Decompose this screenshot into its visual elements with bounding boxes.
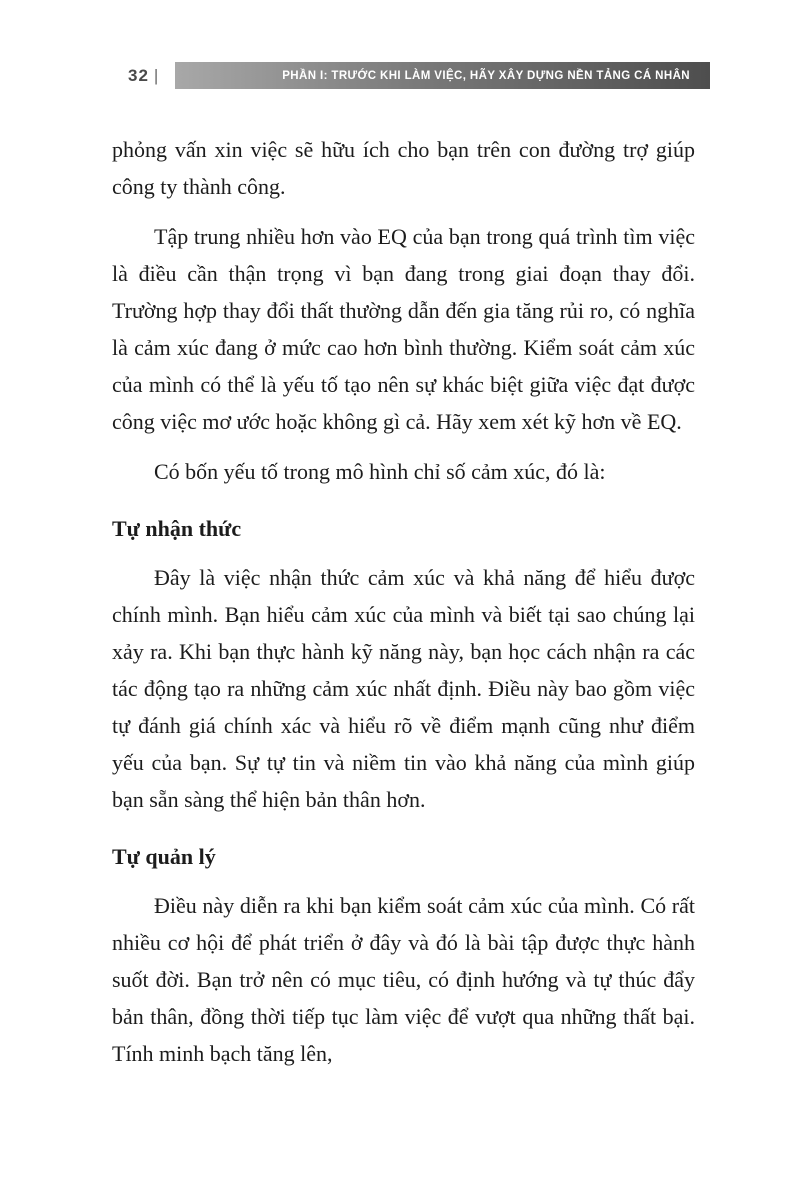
- paragraph: Đây là việc nhận thức cảm xúc và khả năng để hiểu được chính mình. Bạn hiểu cảm xúc của mình và biết tại sao chúng lại xảy ra. Khi bạn thực hành kỹ năng này, bạn học cách nhận ra các tác động tạo ra những cảm xúc nhất định. Điều này bao gồm việc tự đánh giá chính xác và hiểu rõ về điểm mạnh cũng như điểm yếu của bạn. Sự tự tin và niềm tin vào khả năng của mình giúp bạn sẵn sàng thể hiện bản thân hơn.: [112, 565, 695, 812]
- page-number-separator: |: [153, 65, 160, 85]
- section-heading-self-management: Tự quản lý: [112, 844, 216, 869]
- paragraph: Điều này diễn ra khi bạn kiểm soát cảm xúc của mình. Có rất nhiều cơ hội để phát triển ở đây và đó là bài tập được thực hành suốt đời. Bạn trở nên có mục tiêu, có định hướng và tự thúc đẩy bản thân, đồng thời tiếp tục làm việc để vượt qua những thất bại. Tính minh bạch tăng lên,: [112, 893, 695, 1066]
- page-content: [112, 131, 695, 1072]
- chapter-title: PHẦN I: TRƯỚC KHI LÀM VIỆC, HÃY XÂY DỰNG NỀN TẢNG CÁ NHÂN: [282, 69, 690, 82]
- section-heading-self-awareness: Tự nhận thức: [112, 516, 242, 541]
- paragraph: Tập trung nhiều hơn vào EQ của bạn trong quá trình tìm việc là điều cần thận trọng vì bạn đang trong giai đoạn thay đổi. Trường hợp thay đổi thất thường dẫn đến gia tăng rủi ro, có nghĩa là cảm xúc đang ở mức cao hơn bình thường. Kiểm soát cảm xúc của mình có thể là yếu tố tạo nên sự khác biệt giữa việc đạt được công việc mơ ước hoặc không gì cả. Hãy xem xét kỹ hơn về EQ.: [112, 224, 695, 434]
- paragraph-continuation: phỏng vấn xin việc sẽ hữu ích cho bạn trên con đường trợ giúp công ty thành công.: [112, 137, 695, 199]
- page-number: [128, 66, 159, 86]
- page-number-value: 32: [128, 65, 149, 85]
- header-bar: [175, 62, 710, 89]
- paragraph: Có bốn yếu tố trong mô hình chỉ số cảm xúc, đó là:: [154, 459, 606, 484]
- running-header: [128, 62, 710, 89]
